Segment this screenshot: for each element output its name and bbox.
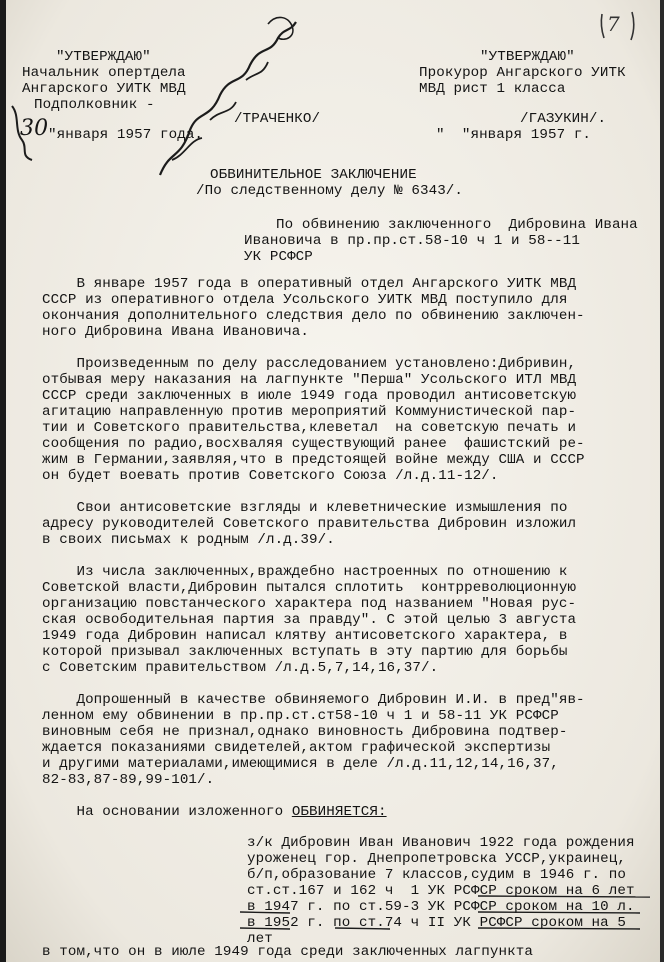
- scan-edge-right: [660, 0, 664, 962]
- approval-right-date: " "января 1957 г.: [436, 127, 592, 143]
- paragraph-4-line-1: Из числа заключенных,враждебно настроенных по отношению к: [42, 564, 568, 580]
- paragraph-1-line-3: окончания дополнительного следствия дело по обвинению заключен-: [42, 308, 585, 324]
- paragraph-5-line-4: ждается показаниями свидетелей,актом графической экспертизы: [42, 740, 551, 756]
- paragraph-4-line-6: которой призывал заключенных вступать в эту партию для борьбы: [42, 644, 568, 660]
- accused-line-5: в 1947 г. по ст.59-3 УК РСФСР сроком на 10 л.: [247, 899, 635, 915]
- paragraph-2-line-5: тии и Советского правительства,клеветал на советскую печать и: [42, 420, 577, 436]
- paragraph-1-line-2: СССР из оперативного отдела Усольского УИТК МВД поступило для: [42, 292, 568, 308]
- paragraph-1-line-1: В январе 1957 года в оперативный отдел Ангарского УИТК МВД: [42, 276, 577, 292]
- accused-line-4: ст.ст.167 и 162 ч 1 УК РСФСР сроком на 6 лет: [247, 883, 635, 899]
- approval-left-date-day: 30: [20, 116, 49, 141]
- paragraph-2-line-3: СССР среди заключенных в июле 1949 года проводил антисоветскую: [42, 388, 577, 404]
- document-title: ОБВИНИТЕЛЬНОЕ ЗАКЛЮЧЕНИЕ: [210, 167, 417, 183]
- approval-left-rank: Подполковник -: [34, 97, 155, 113]
- scan-edge-left: [0, 0, 6, 962]
- paragraph-5-line-6: 82-83,87-89,99-101/.: [42, 772, 215, 788]
- paragraph-1-line-4: ного Дибровина Ивана Ивановича.: [42, 324, 310, 340]
- approval-right-heading: "УТВЕРЖДАЮ": [480, 49, 575, 65]
- approval-right-position-1: Прокурор Ангарского УИТК: [419, 65, 626, 81]
- accused-line-6: в 1952 г. по ст.74 ч II УК РСФСР сроком на 5: [247, 915, 627, 931]
- charge-line-2: Ивановича в пр.пр.ст.58-10 ч 1 и 58--11: [244, 233, 580, 249]
- paragraph-4-line-5: 1949 года Дибровин написал клятву антисоветского характера, в: [42, 628, 568, 644]
- basis-line: [42, 804, 387, 820]
- paragraph-5-line-3: виновным себя не признал,однако виновность Дибровина подтвер-: [42, 724, 568, 740]
- paragraph-2-line-8: он будет воевать против Советского Союза /л.д.11-12/.: [42, 468, 499, 484]
- paragraph-5-line-2: ленном ему обвинении в пр.пр.ст.ст58-10 ч 1 и 58-11 УК РСФСР: [42, 708, 559, 724]
- paragraph-4-line-4: ская освободительная партия за правду". С этой целью 3 августа: [42, 612, 577, 628]
- charge-line-3: УК РСФСР: [244, 249, 313, 265]
- approval-left-position-1: Начальник опертдела: [22, 65, 186, 81]
- left-signature-icon: [150, 10, 310, 190]
- paragraph-2-line-1: Произведенным по делу расследованием установлено:Дибривин,: [42, 356, 577, 372]
- paragraph-5-line-1: Допрошенный в качестве обвиняемого Дибровин И.И. в пред"яв-: [42, 692, 585, 708]
- accused-line-2: уроженец гор. Днепропетровска УССР,украинец,: [247, 851, 627, 867]
- paragraph-2-line-4: агитацию направленную против мероприятий Коммунистической пар-: [42, 404, 577, 420]
- document-subtitle: /По следственному делу № 6343/.: [196, 183, 464, 199]
- paragraph-2-line-2: отбывая меру наказания на лагпункте "Перша" Усольского ИТЛ МВД: [42, 372, 577, 388]
- closing-line: в том,что он в июле 1949 года среди заключенных лагпункта: [42, 944, 533, 960]
- charge-line-1: По обвинению заключенного Дибровина Ивана: [276, 217, 638, 233]
- accused-line-7: лет: [247, 931, 273, 947]
- paragraph-3-line-1: Свои антисоветские взгляды и клеветнические измышления по: [42, 500, 568, 516]
- paragraph-4-line-7: с Советским правительством /л.д.5,7,14,16,37/.: [42, 660, 439, 676]
- approval-left-date: "января 1957 года.: [48, 127, 204, 143]
- paragraph-5-line-5: и другими материалами,имеющимися в деле /л.д.11,12,14,16,37,: [42, 756, 559, 772]
- basis-keyword: ОБВИНЯЕТСЯ:: [291, 804, 387, 820]
- accused-line-3: б/п,образование 7 классов,судим в 1946 г. по: [247, 867, 627, 883]
- paragraph-3-line-2: адресу руководителей Советского правительства Дибровин изложил: [42, 516, 577, 532]
- page-number-mark: 7: [607, 12, 620, 36]
- approval-right-position-2: МВД рист 1 класса: [419, 81, 566, 97]
- accused-line-1: з/к Дибровин Иван Иванович 1922 года рождения: [247, 835, 635, 851]
- paragraph-4-line-2: Советской власти,Дибровин пытался сплотить контрреволюционную: [42, 580, 577, 596]
- approval-left-name: /ТРАЧЕНКО/: [234, 111, 321, 127]
- approval-left-heading: "УТВЕРЖДАЮ": [56, 49, 151, 65]
- paragraph-3-line-3: в своих письмах к родным /л.д.39/.: [42, 532, 335, 548]
- approval-right-name: /ГАЗУКИН/.: [520, 111, 607, 127]
- paragraph-2-line-7: жим в Германии,заявляя,что в предстоящей войне между США и СССР: [42, 452, 585, 468]
- paragraph-2-line-6: сообщения по радио,восхваляя существующий ранее фашистский ре-: [42, 436, 585, 452]
- paragraph-4-line-3: организацию повстанческого характера под названием "Новая рус-: [42, 596, 577, 612]
- basis-prefix: На основании изложенного: [42, 804, 292, 820]
- approval-left-position-2: Ангарского УИТК МВД: [22, 81, 186, 97]
